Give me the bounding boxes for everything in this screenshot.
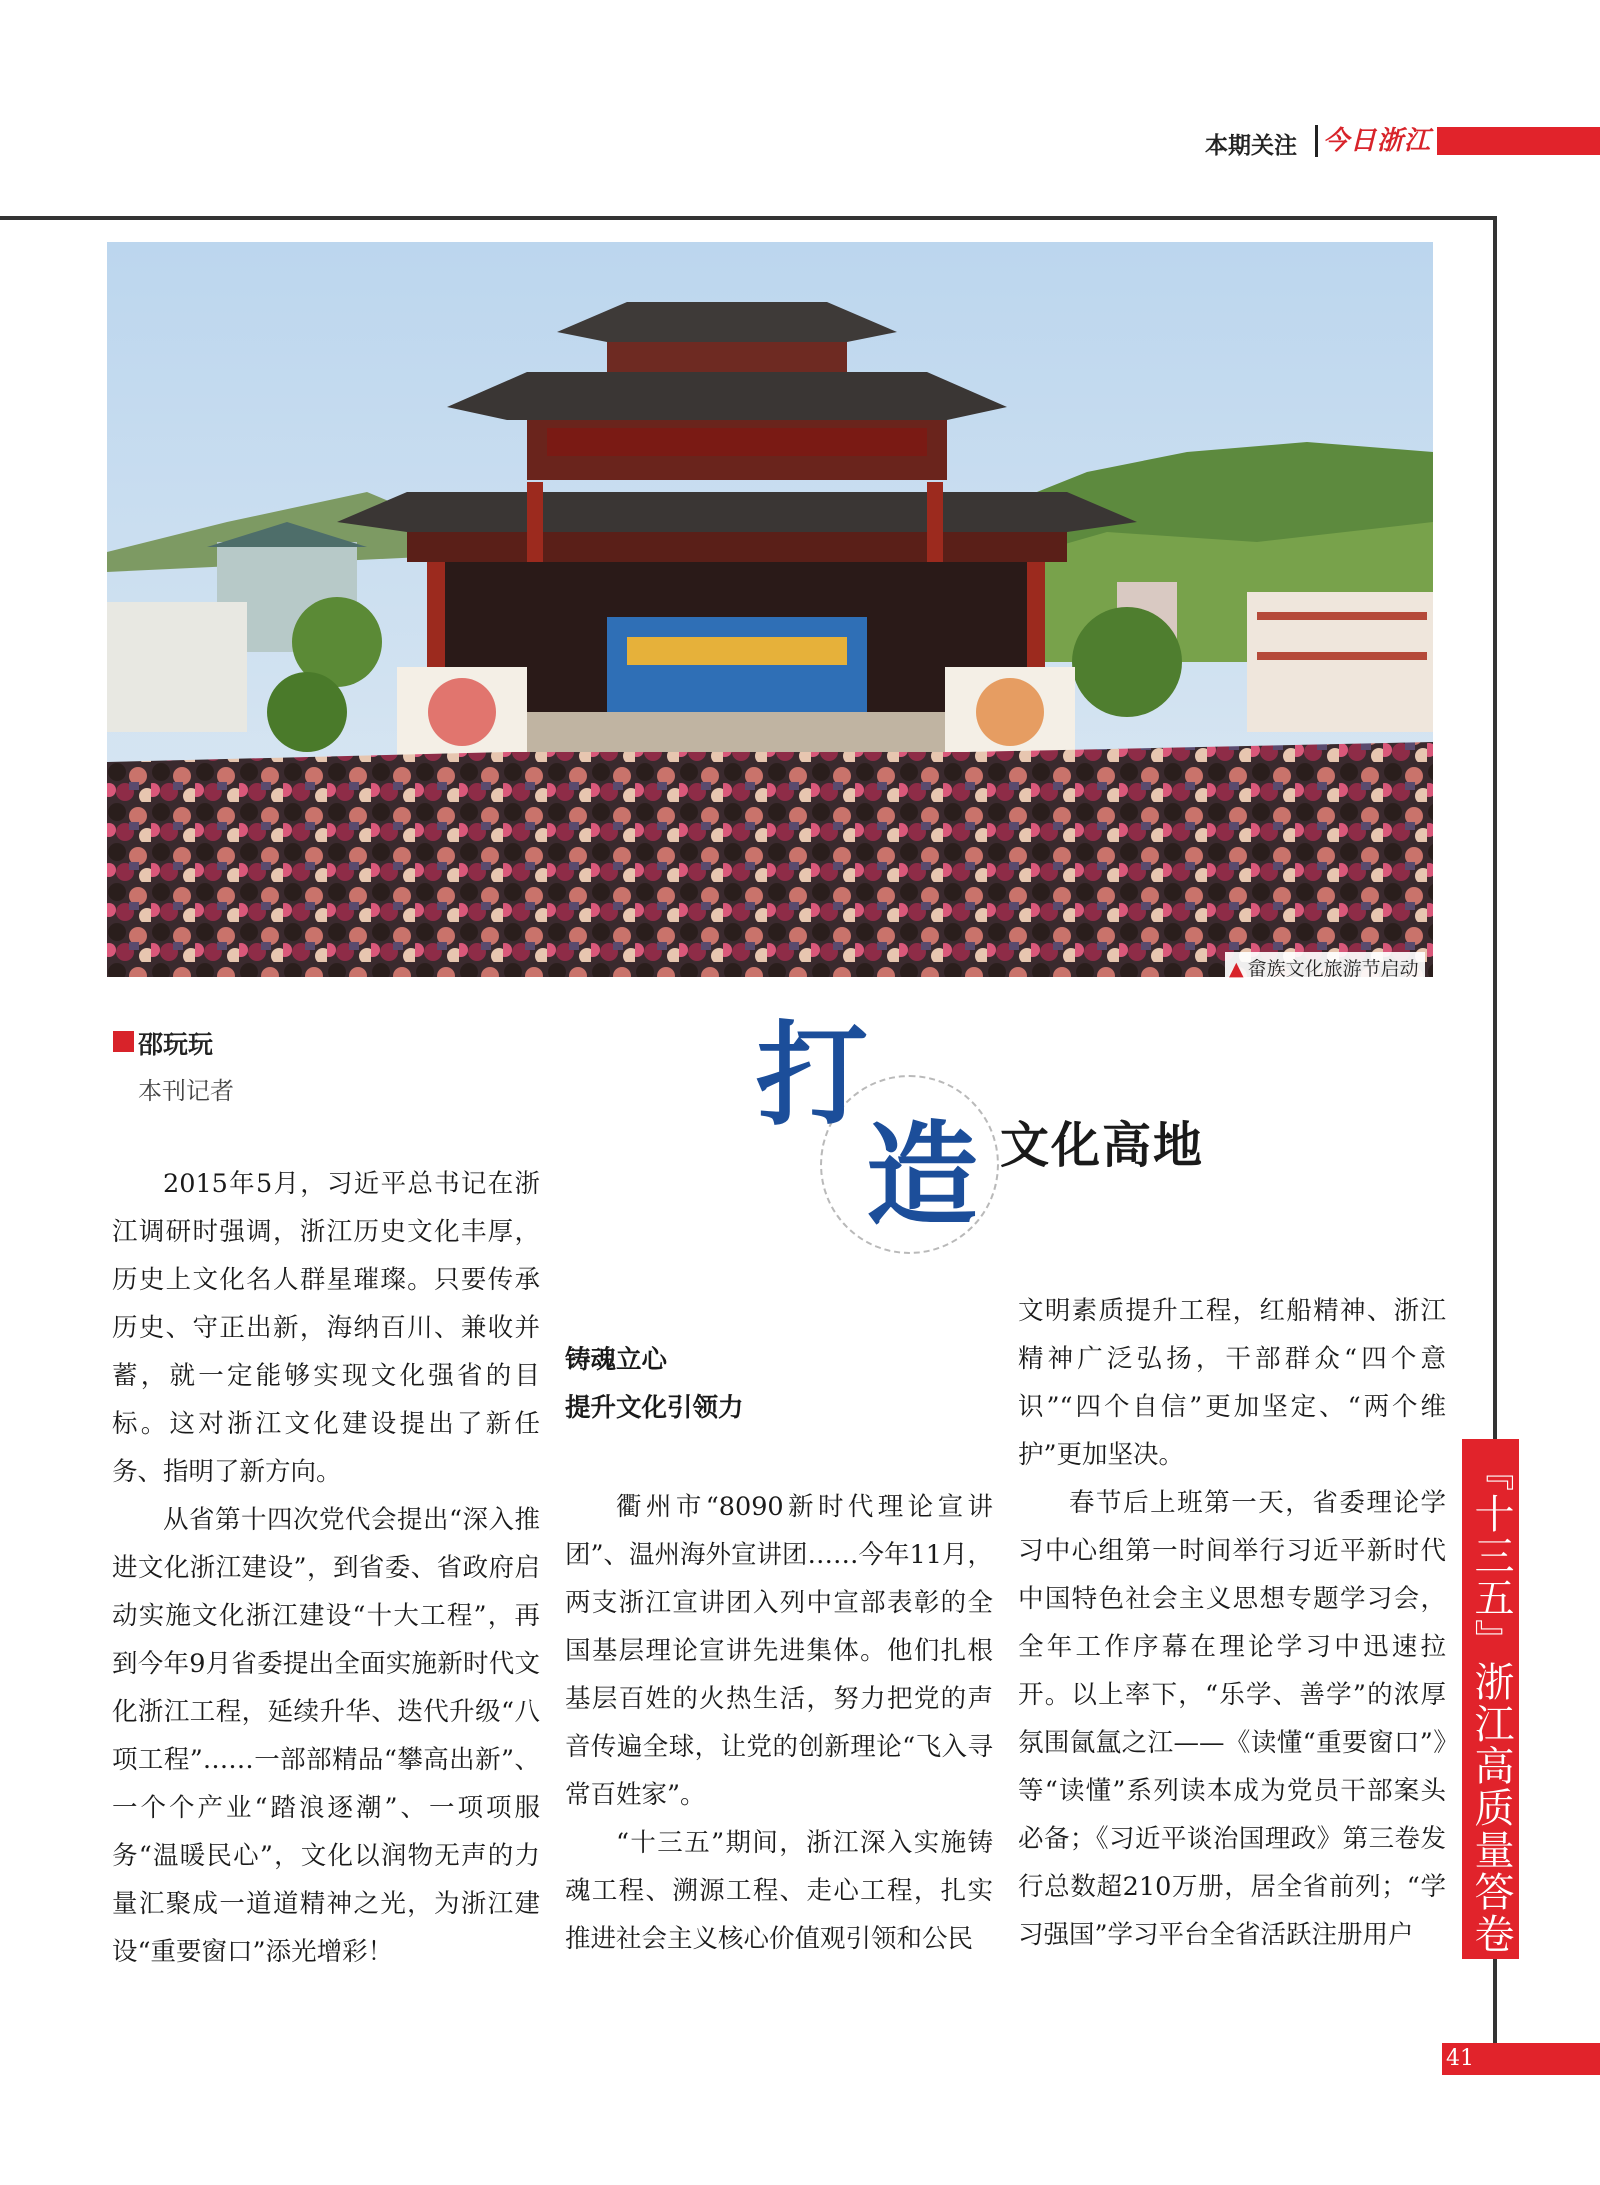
- subheading-line-2: 提升文化引领力: [565, 1393, 744, 1423]
- header-divider: [1315, 125, 1318, 157]
- caption-marker-icon: ▲: [1229, 958, 1244, 980]
- magazine-brand: 今日浙江: [1323, 126, 1432, 156]
- page-number: 41: [1446, 2046, 1474, 2071]
- section-subheading: [565, 1336, 744, 1432]
- paragraph: 春节后上班第一天，省委理论学习中心组第一时间举行习近平新时代中国特色社会主义思想专题学习会，全年工作序幕在理论学习中迅速拉开。以上率下，“乐学、善学”的浓厚氛围氤氲之江——《读懂“重要窗口”》等“读懂”系列读本成为党员干部案头必备；《习近平谈治国理政》第三卷发行总数超210万册，居全省前列；“学习强国”学习平台全省活跃注册用户: [1018, 1488, 1446, 1950]
- frame-top-rule: [0, 216, 1497, 220]
- header-accent-bar: [1437, 127, 1600, 155]
- column-middle: [565, 1483, 993, 1963]
- paragraph: 从省第十四次党代会提出“深入推进文化浙江建设”，到省委、省政府启动实施文化浙江建设“十大工程”，再到今年9月省委提出全面实施新时代文化浙江工程，延续升华、迭代升级“八项工程”……一部部精品“攀高出新”、一个个产业“踏浪逐潮”、一项项服务“温暖民心”，文化以润物无声的力量汇聚成一道道精神之光，为浙江建设“重要窗口”添光增彩！: [112, 1505, 540, 1967]
- festival-photo: [107, 242, 1433, 977]
- author-name: 邵玩玩: [138, 1030, 214, 1059]
- paragraph: “十三五”期间，浙江深入实施铸魂工程、溯源工程、走心工程，扎实推进社会主义核心价值观引领和公民: [565, 1828, 993, 1954]
- caption-text: 畲族文化旅游节启动: [1247, 958, 1419, 980]
- title-char-1: 打: [756, 1010, 868, 1141]
- paragraph: 文明素质提升工程，红船精神、浙江精神广泛弘扬，干部群众“四个意识”“四个自信”更加坚定、“两个维护”更加坚决。: [1018, 1296, 1446, 1470]
- author-marker-icon: [113, 1031, 134, 1052]
- paragraph: 衢州市“8090新时代理论宣讲团”、温州海外宣讲团……今年11月，两支浙江宣讲团入列中宣部表彰的全国基层理论宣讲先进集体。他们扎根基层百姓的火热生活，努力把党的声音传遍全球，让党的创新理论“飞入寻常百姓家”。: [565, 1492, 993, 1810]
- article-title: 文化高地: [1000, 1116, 1205, 1174]
- series-side-tab: [1462, 1439, 1519, 1959]
- column-left: [112, 1160, 540, 1976]
- subheading-line-1: 铸魂立心: [565, 1345, 668, 1375]
- title-char-2: 造: [866, 1110, 978, 1241]
- column-right: [1018, 1287, 1446, 1959]
- author-role: 本刊记者: [138, 1077, 234, 1105]
- header-section-label: 本期关注: [1205, 133, 1297, 159]
- series-title: 『十三五』浙江高质量答卷: [1468, 1451, 1514, 1955]
- paragraph: 2015年5月，习近平总书记在浙江调研时强调，浙江历史文化丰厚，历史上文化名人群星璀璨。只要传承历史、守正出新，海纳百川、兼收并蓄，就一定能够实现文化强省的目标。这对浙江文化建设提出了新任务、指明了新方向。: [112, 1169, 540, 1487]
- photo-caption: [1225, 952, 1425, 983]
